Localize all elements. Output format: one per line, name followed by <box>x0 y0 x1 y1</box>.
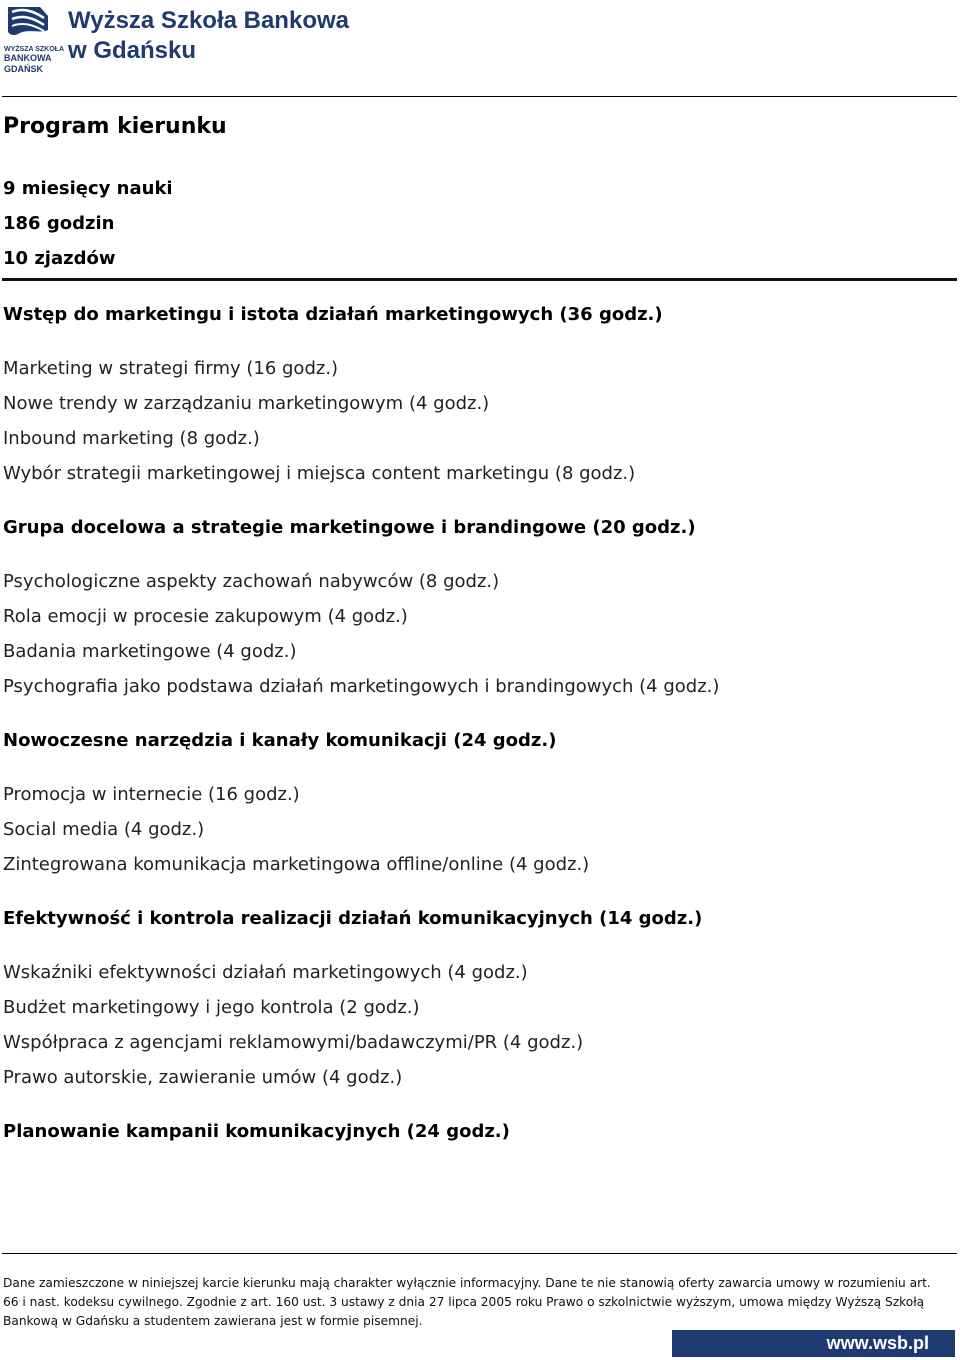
module <box>3 901 953 1095</box>
topic-list <box>3 777 953 882</box>
topic-list <box>3 564 953 704</box>
module <box>3 1114 953 1149</box>
school-logo <box>4 4 65 74</box>
school-name-line2: w Gdańsku <box>68 37 197 64</box>
svg-text:WYŻSZA SZKOŁA: WYŻSZA SZKOŁA <box>4 46 65 53</box>
curriculum <box>3 297 953 1168</box>
website-bar <box>672 1330 955 1357</box>
topic-item: Wskaźniki efektywności działań marketingowych (4 godz.) <box>3 962 528 983</box>
module-title: Efektywność i kontrola realizacji działań komunikacyjnych (14 godz.) <box>3 908 703 929</box>
website-link[interactable]: www.wsb.pl <box>826 1333 929 1353</box>
header-divider <box>2 96 957 97</box>
page-title: Program kierunku <box>3 114 227 139</box>
topic-item: Marketing w strategi firmy (16 godz.) <box>3 358 339 379</box>
fact-duration: 9 miesięcy nauki <box>3 178 173 199</box>
svg-text:BANKOWA: BANKOWA <box>4 53 52 63</box>
topic-list <box>3 351 953 491</box>
topic-item: Psychografia jako podstawa działań marketingowych i brandingowych (4 godz.) <box>3 676 720 697</box>
section-divider <box>2 278 957 281</box>
svg-text:GDAŃSK: GDAŃSK <box>4 64 44 74</box>
header <box>4 4 404 74</box>
topic-item: Rola emocji w procesie zakupowym (4 godz.) <box>3 606 408 627</box>
school-name-line1: Wyższa Szkoła Bankowa <box>68 7 349 34</box>
fact-hours: 186 godzin <box>3 213 115 234</box>
module <box>3 297 953 491</box>
module-title: Nowoczesne narzędzia i kanały komunikacji (24 godz.) <box>3 730 557 751</box>
fact-sessions: 10 zjazdów <box>3 248 116 269</box>
topic-item: Wybór strategii marketingowej i miejsca content marketingu (8 godz.) <box>3 463 636 484</box>
school-name <box>68 6 349 66</box>
module-title: Grupa docelowa a strategie marketingowe i brandingowe (20 godz.) <box>3 517 696 538</box>
topic-item: Inbound marketing (8 godz.) <box>3 428 260 449</box>
topic-item: Badania marketingowe (4 godz.) <box>3 641 297 662</box>
footer-disclaimer: Dane zamieszczone w niniejszej karcie kierunku mają charakter wyłącznie informacyjny. Dane te nie stanowią oferty zawarcia umowy w rozumieniu art. 66 i nast. kodeksu cywilnego. Zgodnie z art. 160 ust. 3 ustawy z dnia 27 lipca 2005 roku Prawo o szkolnictwie wyższym, umowa między Wyższą Szkołą Bankową w Gdańsku a studentem zawierana jest w formie pisemnej. <box>3 1276 931 1328</box>
topic-item: Nowe trendy w zarządzaniu marketingowym (4 godz.) <box>3 393 490 414</box>
topic-list <box>3 955 953 1095</box>
topic-item: Budżet marketingowy i jego kontrola (2 godz.) <box>3 997 420 1018</box>
topic-item: Zintegrowana komunikacja marketingowa offline/online (4 godz.) <box>3 854 590 875</box>
footer-divider <box>2 1253 957 1254</box>
module <box>3 723 953 882</box>
topic-item: Prawo autorskie, zawieranie umów (4 godz.) <box>3 1067 403 1088</box>
module-title: Wstęp do marketingu i istota działań marketingowych (36 godz.) <box>3 304 663 325</box>
topic-item: Social media (4 godz.) <box>3 819 205 840</box>
module-title: Planowanie kampanii komunikacyjnych (24 godz.) <box>3 1121 510 1142</box>
topic-item: Promocja w internecie (16 godz.) <box>3 784 300 805</box>
program-facts <box>3 171 173 276</box>
topic-item: Psychologiczne aspekty zachowań nabywców (8 godz.) <box>3 571 500 592</box>
topic-item: Współpraca z agencjami reklamowymi/badawczymi/PR (4 godz.) <box>3 1032 584 1053</box>
module <box>3 510 953 704</box>
